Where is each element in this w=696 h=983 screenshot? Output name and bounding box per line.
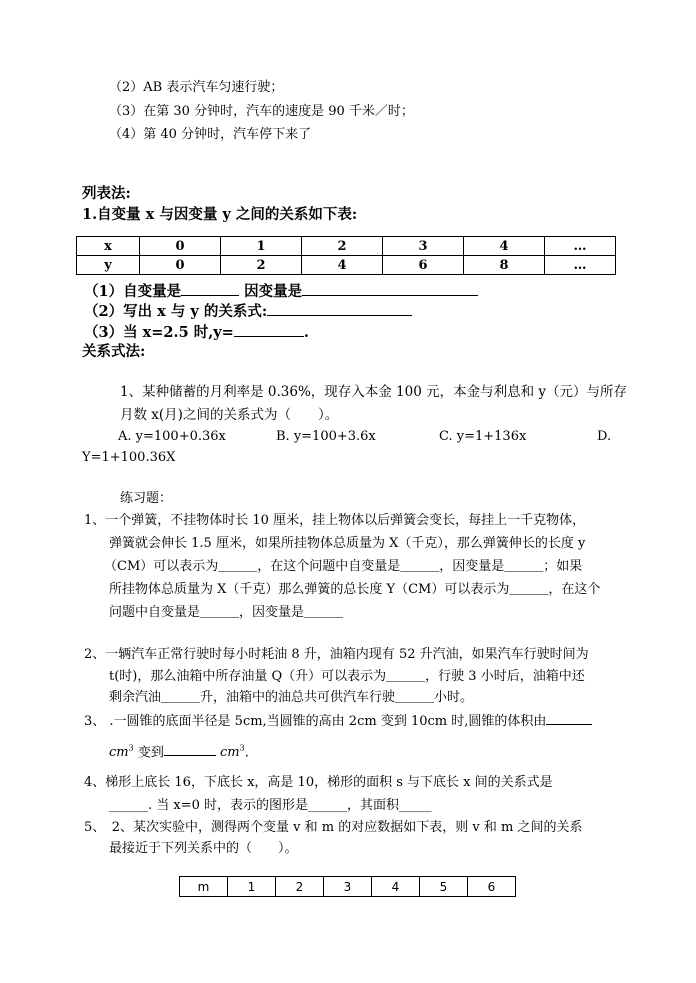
q2-label: （2）写出 x 与 y 的关系式:: [84, 303, 268, 320]
exercise-1-line4: 所挂物体总质量为 X（千克）那么弹簧的总长度 Y（CM）可以表示为＿＿＿，在这个: [109, 582, 601, 597]
q3-line: [84, 323, 309, 341]
exercise-3-mid: 变到: [137, 745, 164, 761]
table-row-m: [180, 877, 516, 897]
exercise-2-line2: t(时)，那么油箱中所存油量 Q（升）可以表示为＿＿＿，行驶 3 小时后，油箱中还: [109, 669, 585, 684]
table-cell: 6: [468, 877, 516, 897]
exercise-3-end: .: [244, 745, 249, 761]
blank-volume-from[interactable]: [546, 711, 592, 725]
exercise-3-line1: [84, 711, 592, 730]
table-method-title: 列表法:: [82, 185, 131, 202]
table-cell: 4: [302, 256, 383, 275]
table-cell: …: [545, 256, 616, 275]
table-cell: 2: [221, 256, 302, 275]
option-d-value: Y=1+100.36X: [82, 450, 176, 465]
option-b: B. y=100+3.6x: [276, 429, 376, 444]
table-cell: …: [545, 237, 616, 256]
blank-relation[interactable]: [267, 302, 412, 316]
exercise-1-line5: 问题中自变量是＿＿＿，因变量是＿＿＿: [109, 605, 344, 620]
blank-y-value[interactable]: [234, 323, 304, 337]
exercise-2-line3: 剩余汽油＿＿＿升，油箱中的油总共可供汽车行驶＿＿＿小时。: [109, 690, 474, 705]
item-2: （2）AB 表示汽车匀速行驶；: [109, 80, 284, 95]
table-cell: y: [77, 256, 140, 275]
table-row-x: [77, 237, 616, 256]
cm3-unit: $cm^3$: [109, 744, 134, 761]
table-cell: 0: [140, 237, 221, 256]
exercise-4-line1: 4、梯形上底长 16，下底长 x，高是 10，梯形的面积 s 与下底长 x 间的关系式是: [84, 775, 553, 790]
option-d: D.: [597, 429, 612, 444]
item-3: （3）在第 30 分钟时，汽车的速度是 90 千米／时；: [109, 104, 414, 119]
blank-independent[interactable]: [181, 282, 239, 296]
table-cell: 8: [464, 256, 545, 275]
exercise-3-line2: [109, 741, 249, 761]
q1b-label: 因变量是: [244, 283, 303, 300]
formula-method-title: 关系式法:: [82, 343, 146, 360]
formula-question-line1: 1、某种储蓄的月利率是 0.36%，现存入本金 100 元，本金与利息和 y（元）与所存: [120, 384, 628, 400]
table-cell: 1: [221, 237, 302, 256]
table-cell: 5: [420, 877, 468, 897]
table-cell: 4: [372, 877, 420, 897]
table-cell: m: [180, 877, 228, 897]
exercises-title: 练习题：: [120, 491, 173, 506]
exercise-2-line1: 2、一辆汽车正常行驶时每小时耗油 8 升，油箱内现有 52 升汽油，如果汽车行驶时间为: [84, 647, 589, 662]
q3-end: .: [303, 324, 309, 341]
option-a: A. y=100+0.36x: [118, 429, 226, 444]
table-cell: 2: [276, 877, 324, 897]
blank-volume-to[interactable]: [164, 742, 216, 756]
exercise-1-line2: 弹簧就会伸长 1.5 厘米，如果所挂物体总质量为 X（千克），那么弹簧伸长的长度 y: [109, 536, 586, 551]
table-cell: 2: [302, 237, 383, 256]
table-row-y: [77, 256, 616, 275]
exercise-5-line1: 5、 2、某次实验中，测得两个变量 v 和 m 的对应数据如下表，则 v 和 m 之间的关系: [84, 820, 583, 835]
table-method-question: 1.自变量 x 与因变量 y 之间的关系如下表:: [82, 206, 358, 223]
item-4: （4）第 40 分钟时，汽车停下来了: [109, 127, 312, 142]
cm3-unit: $cm^3$: [220, 744, 245, 761]
table-cell: 3: [383, 237, 464, 256]
q2-line: [84, 302, 412, 320]
exercise-1-line1: 1、一个弹簧，不挂物体时长 10 厘米，挂上物体以后弹簧会变长，每挂上一千克物体，: [84, 513, 586, 528]
exercise-1-line3: （CM）可以表示为＿＿＿，在这个问题中自变量是＿＿＿，因变量是＿＿＿；如果: [104, 559, 583, 574]
table-cell: 6: [383, 256, 464, 275]
table-cell: 4: [464, 237, 545, 256]
table-cell: x: [77, 237, 140, 256]
exercise-3-text: 3、 .一圆锥的底面半径是 5cm,当圆锥的高由 2cm 变到 10cm 时,圆锥的体积由: [84, 714, 547, 729]
option-c: C. y=1+136x: [439, 429, 527, 444]
formula-question-line2: 月数 x(月)之间的关系式为（ ）。: [120, 407, 339, 423]
q1-label: （1）自变量是: [84, 283, 182, 300]
q3-label: （3）当 x=2.5 时,y=: [84, 324, 234, 341]
m-table: [179, 876, 516, 897]
table-cell: 3: [324, 877, 372, 897]
exercise-5-line2: 最接近于下列关系中的（ ）。: [109, 841, 298, 856]
table-cell: 1: [228, 877, 276, 897]
xy-table: [76, 236, 616, 275]
exercise-4-line2: ______. 当 x=0 时，表示的图形是______，其面积_____: [109, 798, 432, 813]
q1-line: [84, 282, 478, 300]
blank-dependent[interactable]: [302, 282, 478, 296]
table-cell: 0: [140, 256, 221, 275]
